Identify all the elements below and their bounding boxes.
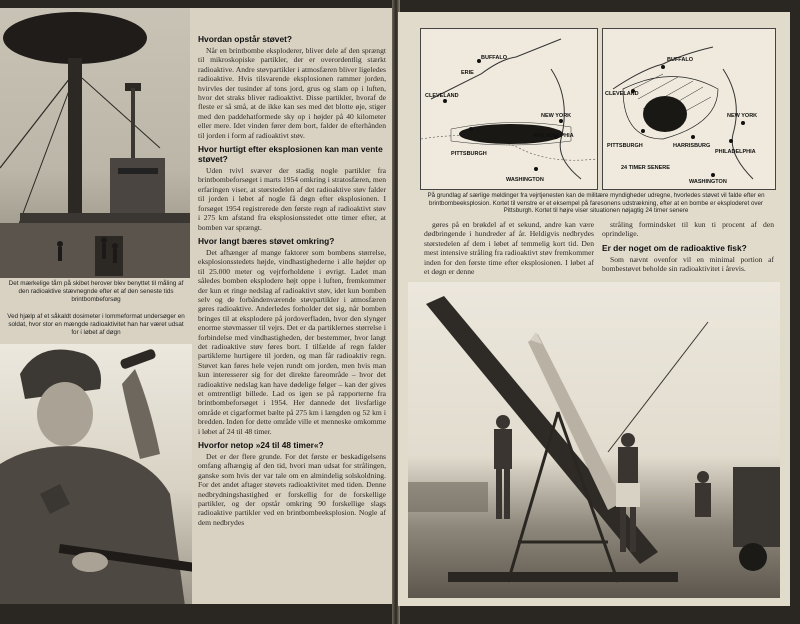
continued-text-end: stråling formindsket til kun ti procent af den oprindelige. [602, 220, 774, 239]
map-right-label-cleveland: CLEVELAND [605, 91, 639, 97]
section-text-how-fast: Uden tvivl svæver der stadig nogle partikler fra brintbombeforsøget i marts 1954 omkring i stratosfæren, men erfaringen viser, at størstedelen af det radioaktive støv falder til jorden i løbet af nogle få døgn efter eksplosionen. I forsøget 1954 registrerede den første regn af radioaktivt støv i 275 km afstand fra eksplosionsstedet otte timer efter, at bomben var sprængt. [198, 166, 386, 232]
section-text-dust-origin: Når en brintbombe eksploderer, bliver dele af den sprængt til mikroskopiske partikler, der er overordentlig stærkt radioaktive. Andre støvpartikler i atmosfæren bliver ligeledes radioaktive. Hvis tilsvarende eksplosionen rammer jorden, hvirvles der tusinder af tons jord, grus og slam op i luften, hvor det straks bliver radioaktivt. Disse partikler, hvoraf de fleste er så små, at de ikke kan ses med det blotte øje, stiger med den paddehatformede sky op i højder på 40 kilometer eller mere. Idet vinden fører dem bort, falder de efterhånden til jorden i form af radioaktivt støv. [198, 46, 386, 140]
map-right-label-harrisburg: HARRISBURG [673, 143, 711, 149]
section-heading-how-fast: Hvor hurtigt efter eksplosionen kan man vente støvet? [198, 144, 383, 165]
ship-photo [0, 8, 190, 278]
fallout-map-left [420, 28, 598, 190]
soldier-caption: Ved hjælp af et såkaldt dosimeter i lommeformat undersøger en soldat, hvor stor en mængde radioaktivitet han har været udsat for i løbet af døgn [7, 313, 185, 336]
map-right-label-philadelphia: PHILADELPHIA [715, 149, 756, 155]
map-left-label-washington: WASHINGTON [506, 177, 544, 183]
fallout-map-right [602, 28, 776, 190]
map-left-label-philadelphia: PHILADELPHIA [533, 133, 574, 139]
map-right-label-washington: WASHINGTON [689, 179, 727, 185]
map-right-label-new-york: NEW YORK [727, 113, 758, 119]
section-heading-radioactive-fish: Er der noget om de radioaktive fisk? [602, 242, 747, 253]
section-text-why-24-48: Det er der flere grunde. For det første er beskadigelsens omfang afhængig af den tid, hvori man udsat for strålingen, ganske som hvis der var tale om en almindelig solskoldning. For det andet aftager støvets radioaktivitet med tiden. Denne nedbrydningshastighed er forskellig for de forskellige partikler, og der opstår omkring 90 forskellige slags radioaktive partikler ved en brintbombeeksplosion. Nogle af dem nedbrydes [198, 452, 386, 527]
right-page [398, 12, 790, 606]
map-left-label-buffalo: BUFFALO [481, 55, 507, 61]
section-heading-why-24-48: Hvorfor netop »24 til 48 timer«? [198, 440, 324, 451]
map-right-label-buffalo: BUFFALO [667, 57, 693, 63]
left-text-column [198, 30, 386, 602]
ship-tower-illustration [0, 8, 190, 278]
rocket-launch-photo [408, 282, 780, 598]
map-left-label-pittsburgh: PITTSBURGH [451, 151, 487, 157]
section-heading-how-far: Hvor langt bæres støvet omkring? [198, 235, 335, 246]
ship-caption: Det mærkelige tårn på skibet herover blev benyttet til måling af den radioaktive stævnegnde efter et af den seneste tids brintbombeforsøg [8, 280, 184, 303]
section-heading-dust-origin: Hvordan opstår støvet? [198, 34, 293, 44]
maps-caption: På grundlag af særlige meldinger fra vejrtjenesten kan de militære myndigheder udregne, hvorledes støvet vil falde efter en brintbombeeksplosion. Kortet til venstre er et eksempel på faresonens udstrækning, efter at en bombe er eksploderet over Pittsburgh. Kortet til højre viser situationen nøjagtig 24 timer senere [427, 192, 765, 215]
soldier-illustration [0, 344, 192, 604]
map-right-label-24-hours: 24 TIMER SENERE [621, 165, 670, 171]
section-text-how-far: Det afhænger af mange faktorer som bombens størrelse, eksplosionsstedets højde, vindhastighederne i alle højder op til 25.000 meter og vejrforholdene i øvrigt. Ladet man således bomben eksplodere højt oppe i luften, fremkommer der kun et ringe nedslag af radioaktivt støv, idet kun bomben selv og de forbåndenværende støvpartikler i atmosfæren gøres radioaktive. Anderledes forholder det sig, når bomben bringes til at eksplodere på jordoverfladen, hvor den slynger enorme støvmasser til vejrs. Det er da partiklernes størrelse i forbindelse med vindhastigheden, der bestemmer, hvor langt det radioaktive støv føres bort. I tilfælde af regn falder partiklerne hurtigere til jorden, og man får radioaktiv regn. Støvet kan føres hele vejen rundt om jorden, men hvis man kun interesserer sig for det direkte fareområde – hvor det radioaktive nedslag kan have dødelige følger – kan der gives et omtrentligt billede. Lad os igen se på rapporterne fra brintbombeforsøget i 1954. Her dannede det livsfarlige område et cigarformet bælte på 275 km i længden og 52 km i bredden. Inden for dette område ville et menneske omkomme i løbet af 24 til 48 timer. [198, 247, 386, 436]
continued-text: gøres på en brøkdel af et sekund, andre kan være dødbringende i hundreder af år. Heldigvis nedbrydes størstedelen af dem i løbet af temmelig kort tid. Den mest intensive stråling fra radioaktivt støv fremkommer inden for den første time efter eksplosionen. I løbet af et døgn er denne [424, 220, 594, 277]
map-right-label-pittsburgh: PITTSBURGH [607, 143, 643, 149]
rocket-launcher-illustration [408, 282, 780, 598]
map-left-label-new-york: NEW YORK [541, 113, 572, 119]
section-text-radioactive-fish: Som nævnt ovenfor vil en minimal portion af bombestøvet beholde sin radioaktivitet i årevis. [602, 254, 774, 274]
soldier-photo [0, 344, 192, 604]
map-left-label-cleveland: CLEVELAND [425, 93, 459, 99]
right-text-column-1 [424, 220, 594, 280]
left-page [0, 8, 394, 604]
map-left-label-erie: ERIE [461, 70, 474, 76]
